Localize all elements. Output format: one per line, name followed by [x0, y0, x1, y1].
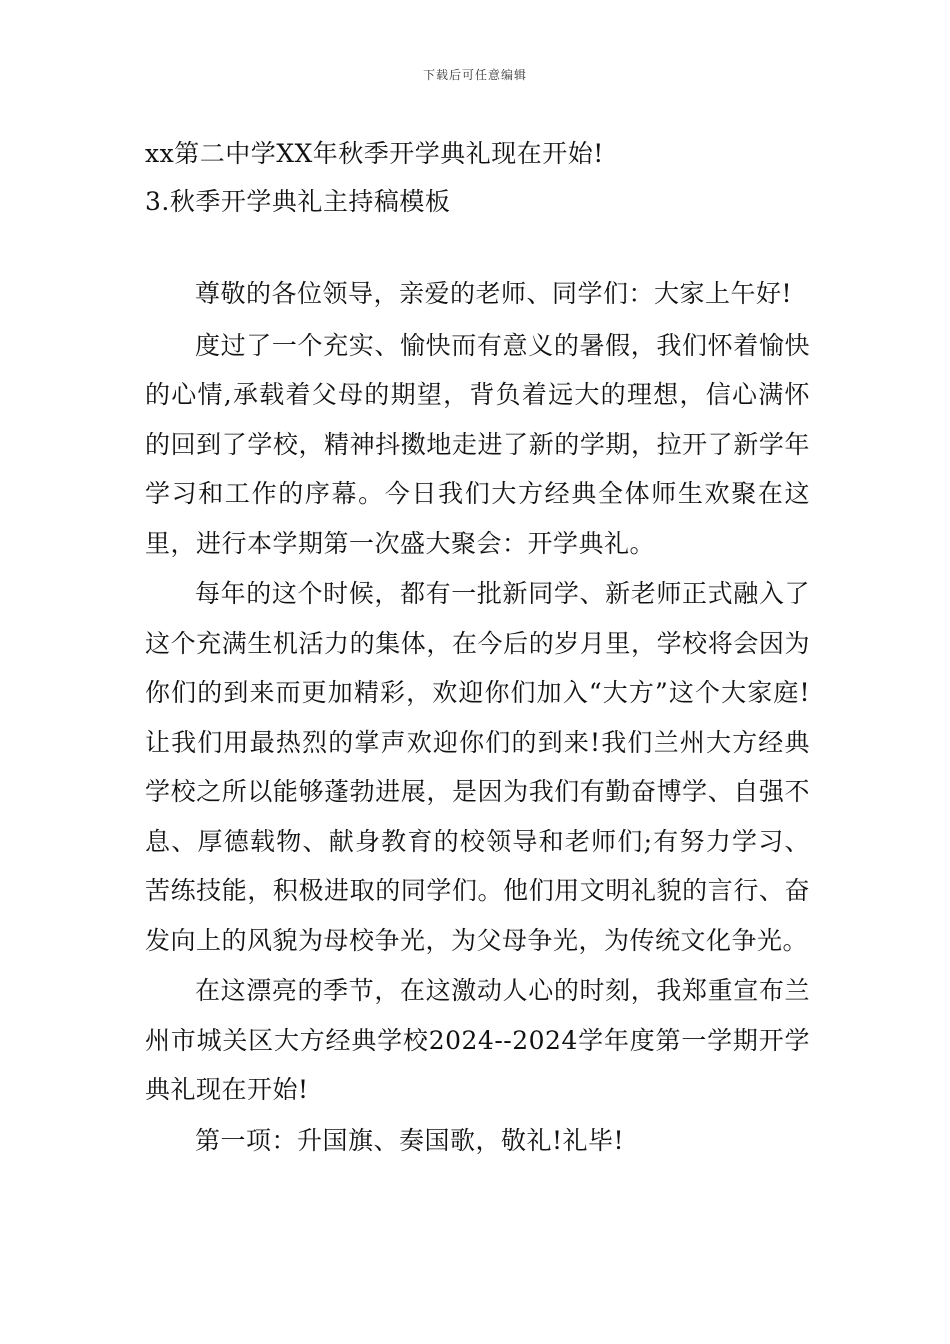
document-body [145, 130, 810, 1165]
section-title: 3.秋季开学典礼主持稿模板 [145, 187, 451, 216]
greeting-paragraph: 尊敬的各位领导，亲爱的老师、同学们：大家上午好! [195, 279, 793, 308]
opening-paragraph: 度过了一个充实、愉快而有意义的暑假，我们怀着愉快的心情,承载着父母的期望，背负着远大的理想，信心满怀的回到了学校，精神抖擞地走进了新的学期，拉开了新学年学习和工作的序幕。今日我们大方经典全体师生欢聚在这里，进行本学期第一次盛大聚会：开学典礼。 [145, 330, 810, 558]
announcement-line: xx第二中学XX年秋季开学典礼现在开始! [145, 139, 604, 168]
welcome-paragraph: 每年的这个时候，都有一批新同学、新老师正式融入了这个充满生机活力的集体，在今后的岁月里，学校将会因为你们的到来而更加精彩，欢迎你们加入“大方”这个大家庭!让我们用最热烈的掌声欢迎你们的到来!我们兰州大方经典学校之所以能够蓬勃进展，是因为我们有勤奋博学、自强不息、厚德载物、献身教育的校领导和老师们;有努力学习、苦练技能，积极进取的同学们。他们用文明礼貌的言行、奋发向上的风貌为母校争光，为父母争光，为传统文化争光。 [145, 579, 810, 955]
first-item-paragraph: 第一项：升国旗、奏国歌，敬礼!礼毕! [195, 1125, 625, 1155]
declaration-paragraph: 在这漂亮的季节，在这激动人心的时刻，我郑重宣布兰州市城关区大方经典学校2024--2024学年度第一学期开学典礼现在开始! [145, 976, 810, 1104]
section-spacer [145, 226, 810, 269]
page-header-note: 下载后可任意编辑 [422, 68, 527, 82]
